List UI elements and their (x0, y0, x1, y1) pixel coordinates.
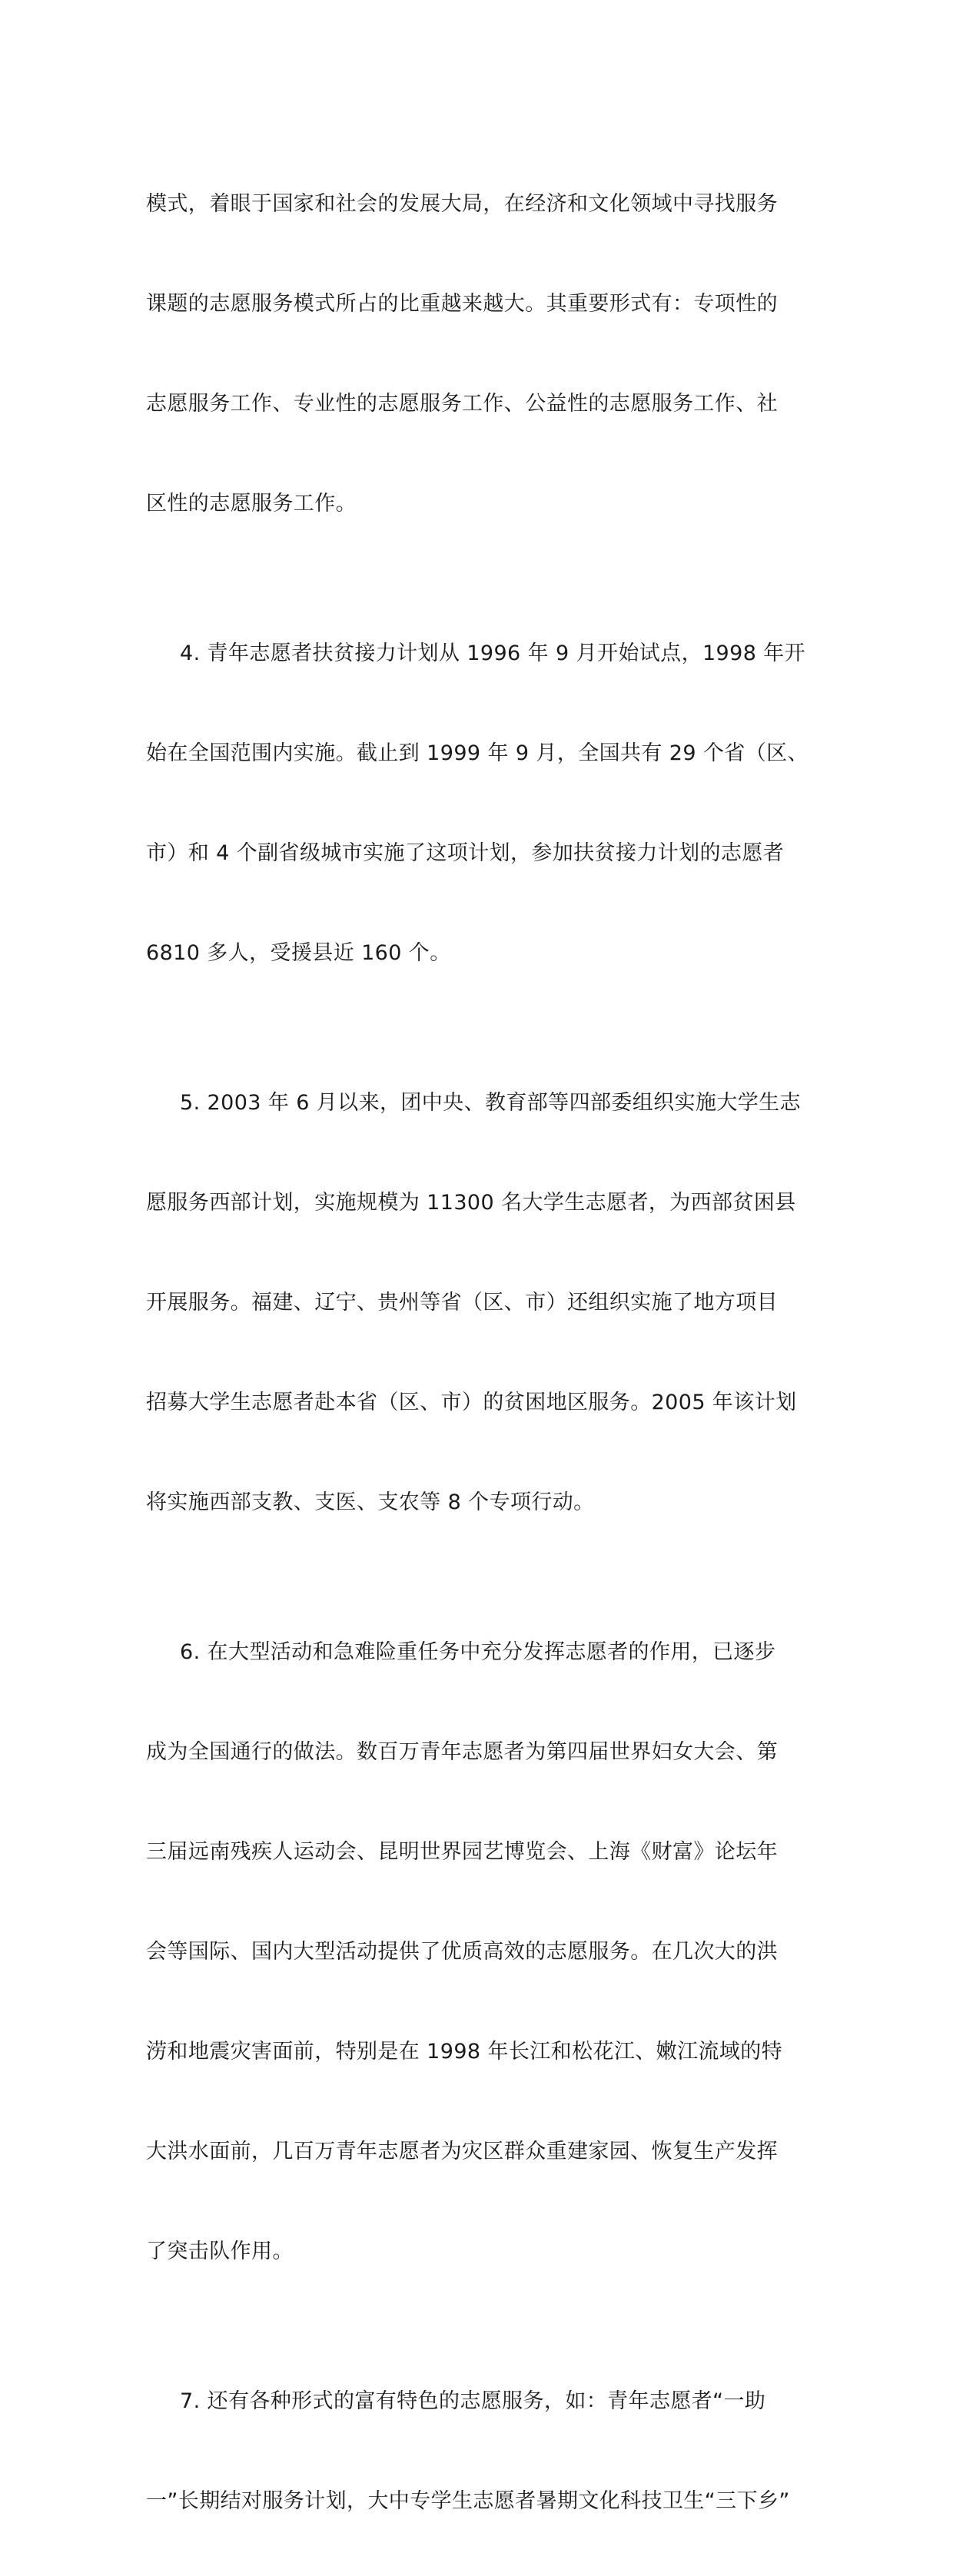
text-line: 涝和地震灾害面前，特别是在 1998 年长江和松花江、嫩江流域的特 (146, 2040, 783, 2064)
text-line: 三届远南残疾人运动会、昆明世界园艺博览会、上海《财富》论坛年 (146, 1840, 778, 1864)
text-line: 市）和 4 个副省级城市实施了这项计划，参加扶贫接力计划的志愿者 (146, 841, 785, 865)
text-line: 6810 多人，受援县近 160 个。 (146, 941, 451, 965)
paragraph-item-4 (146, 579, 815, 1028)
text-line: 了突击队作用。 (146, 2239, 294, 2263)
document-body (146, 129, 815, 2576)
paragraph-item-5 (146, 1028, 815, 1577)
text-line: 成为全国通行的做法。数百万青年志愿者为第四届世界妇女大会、第 (146, 1740, 778, 1764)
text-line: 课题的志愿服务模式所占的比重越来越大。其重要形式有：专项性的 (146, 292, 778, 316)
text-line: 模式，着眼于国家和社会的发展大局，在经济和文化领域中寻找服务 (146, 192, 778, 216)
text-line: 招募大学生志愿者赴本省（区、市）的贫困地区服务。2005 年该计划 (146, 1391, 797, 1414)
text-line: 会等国际、国内大型活动提供了优质高效的志愿服务。在几次大的洪 (146, 1940, 778, 1964)
text-line: 7. 还有各种形式的富有特色的志愿服务，如：青年志愿者“一助 (180, 2389, 766, 2413)
paragraph-item-6 (146, 1577, 815, 2326)
text-line: 区性的志愿服务工作。 (146, 492, 357, 516)
text-line: 6. 在大型活动和急难险重任务中充分发挥志愿者的作用，已逐步 (180, 1640, 776, 1664)
paragraph-item-7 (146, 2326, 815, 2576)
text-line: 将实施西部支教、支医、支农等 8 个专项行动。 (146, 1490, 595, 1514)
paragraph-continuation (146, 129, 815, 579)
text-line: 愿服务西部计划，实施规模为 11300 名大学生志愿者，为西部贫困县 (146, 1191, 796, 1215)
text-line: 开展服务。福建、辽宁、贵州等省（区、市）还组织实施了地方项目 (146, 1291, 778, 1315)
text-line: 志愿服务工作、专业性的志愿服务工作、公益性的志愿服务工作、社 (146, 392, 778, 416)
text-line: 5. 2003 年 6 月以来，团中央、教育部等四部委组织实施大学生志 (180, 1091, 801, 1115)
text-line: 始在全国范围内实施。截止到 1999 年 9 月，全国共有 29 个省（区、 (146, 741, 809, 765)
text-line: 4. 青年志愿者扶贫接力计划从 1996 年 9 月开始试点，1998 年开 (180, 642, 806, 665)
text-line: 一”长期结对服务计划，大中专学生志愿者暑期文化科技卫生“三下乡” (146, 2489, 790, 2513)
text-line: 大洪水面前，几百万青年志愿者为灾区群众重建家园、恢复生产发挥 (146, 2140, 778, 2163)
